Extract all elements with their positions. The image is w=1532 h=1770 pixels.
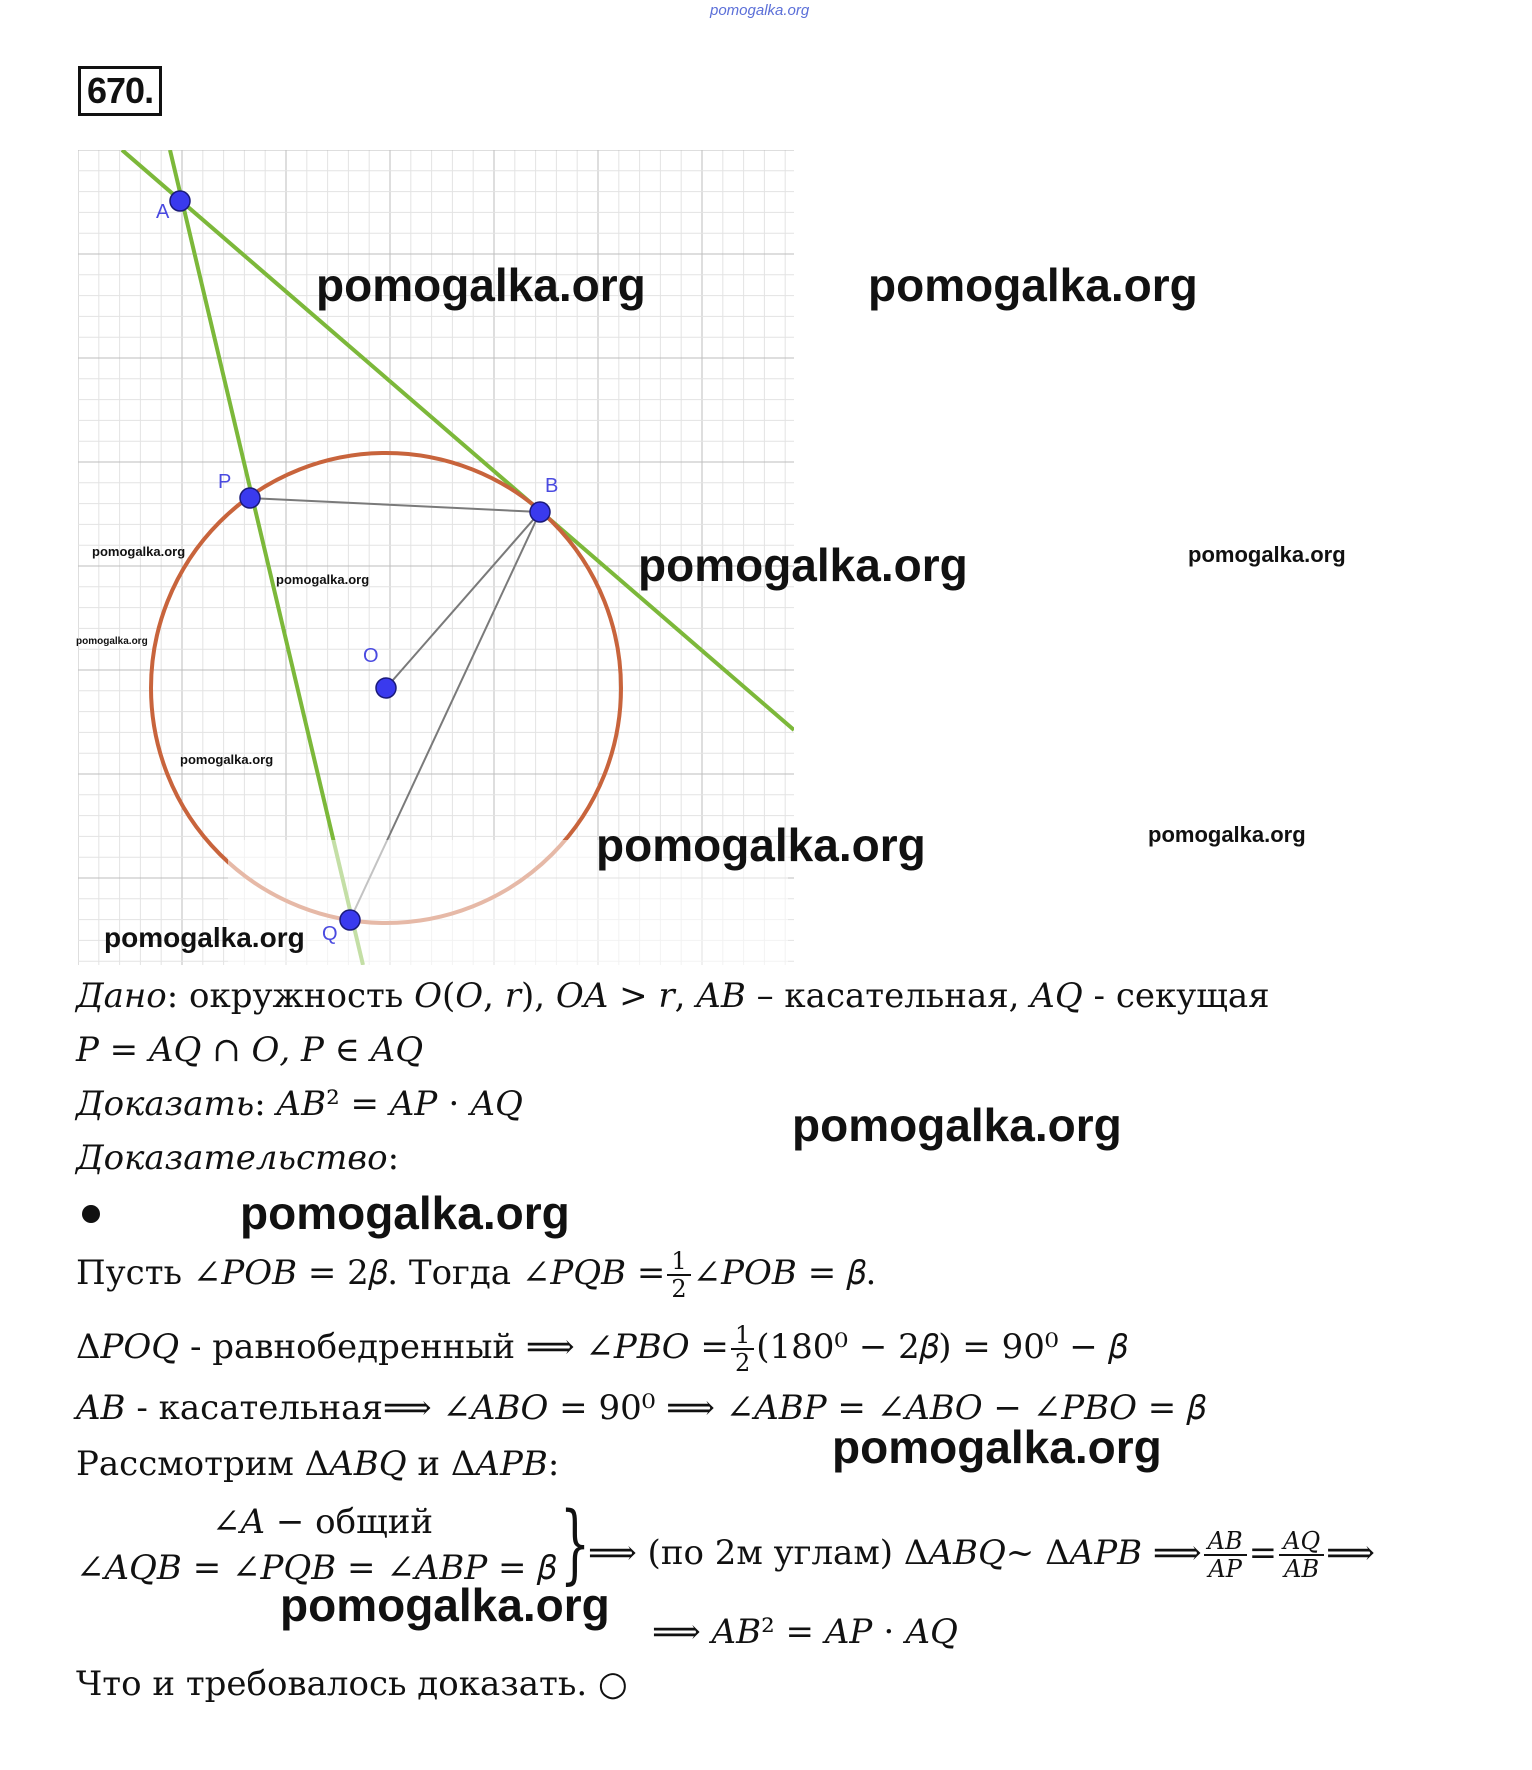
conclusion-formula: ⟹ 𝐴𝐵² = 𝐴𝑃 ⋅ 𝐴𝑄 [652,1612,958,1652]
proof-line-5-a: ⟹ (по 2м углам) Δ𝐴𝐵𝑄~ Δ𝐴𝑃𝐵 ⟹ [588,1533,1202,1573]
proof-line-1 [76,1248,876,1302]
equals-sign: = [1248,1533,1278,1573]
fraction-aq-ab [1279,1528,1324,1582]
fraction-num: 𝐴𝑄 [1279,1528,1324,1556]
proof-heading [76,1138,399,1178]
watermark-4: pomogalka.org [1188,542,1346,567]
proof-line-4: Рассмотрим Δ𝐴𝐵𝑄 и Δ𝐴𝑃𝐵: [76,1444,560,1484]
watermark-12: pomogalka.org [792,1099,1122,1151]
label-q: Q [322,923,338,945]
problem-number: 670. [78,66,162,116]
watermark-3: pomogalka.org [638,539,968,591]
system-line-1: ∠𝐴 − общий [212,1502,434,1542]
fraction-den: 2 [671,1275,687,1303]
label-a: A [156,201,170,223]
qed-line: Что и требовалось доказать. ○ [76,1664,628,1704]
label-b: B [545,475,559,497]
bullet-dot [82,1205,100,1223]
fraction-ab-ap [1204,1528,1247,1582]
prove-text: : 𝐴𝐵² = 𝐴𝑃 ⋅ 𝐴𝑄 [254,1084,523,1124]
proof-line-1-a: Пусть ∠𝑃𝑂𝐵 = 2𝛽. Тогда ∠𝑃𝑄𝐵 = [76,1253,666,1293]
proof-line-5 [588,1528,1375,1582]
chord-pb [250,498,540,512]
proof-line-2-a: Δ𝑃𝑂𝑄 - равнобедренный ⟹ ∠𝑃𝐵𝑂 = [76,1327,729,1367]
watermark-5: pomogalka.org [92,544,186,559]
proof-line-5-b: ⟹ [1326,1533,1375,1573]
tangent-line-ab [122,150,794,730]
watermark-10: pomogalka.org [1148,822,1306,847]
point-b [530,502,550,522]
watermark-8: pomogalka.org [180,752,274,767]
proof-line-2-b: (180⁰ − 2𝛽) = 90⁰ − 𝛽 [756,1327,1128,1367]
proof-colon: : [387,1138,400,1178]
given-text: : окружность 𝑂(𝑂, 𝑟), 𝑂𝐴 > 𝑟, 𝐴𝐵 – касательная, 𝐴𝑄 - секущая [166,976,1270,1016]
point-p [240,488,260,508]
fraction-num: 𝐴𝐵 [1204,1528,1247,1556]
fraction-num: 1 [731,1322,754,1350]
watermark-6: pomogalka.org [276,572,370,587]
system-brace: } [560,1494,591,1594]
point-a [170,191,190,211]
label-o: O [363,645,379,667]
fraction-den: 2 [734,1349,751,1377]
given-line [76,976,1270,1016]
intersection-line: 𝑃 = 𝐴𝑄 ∩ 𝑂, 𝑃 ∈ 𝐴𝑄 [76,1030,424,1070]
segment-ob [386,512,540,688]
prove-line [76,1084,523,1124]
proof-line-3: 𝐴𝐵 - касательная⟹ ∠𝐴𝐵𝑂 = 90⁰ ⟹ ∠𝐴𝐵𝑃 = ∠𝐴𝐵𝑂 − ∠𝑃𝐵𝑂 = 𝛽 [76,1388,1206,1428]
watermark-14: pomogalka.org [832,1421,1162,1473]
prove-label: Доказать [76,1084,255,1124]
system-line-2: ∠𝐴𝑄𝐵 = ∠𝑃𝑄𝐵 = ∠𝐴𝐵𝑃 = 𝛽 [76,1548,556,1588]
watermark-15: pomogalka.org [280,1579,610,1631]
watermark-7: pomogalka.org [76,636,148,647]
watermark-11: pomogalka.org [104,922,305,953]
watermark-13: pomogalka.org [240,1187,570,1239]
proof-line-2 [76,1322,1127,1376]
watermark-9: pomogalka.org [596,819,926,871]
proof-label: Доказательство [76,1138,388,1178]
fraction-half-2 [731,1322,754,1376]
label-p: P [218,471,232,493]
fraction-den: 𝐴𝐵 [1284,1555,1320,1583]
fraction-num: 1 [667,1248,690,1276]
fraction-half-1 [667,1248,690,1302]
header-site-link[interactable]: pomogalka.org [710,2,810,19]
point-q [340,910,360,930]
given-label: Дано [76,976,167,1016]
proof-line-1-b: ∠𝑃𝑂𝐵 = 𝛽. [692,1253,877,1293]
watermark-1: pomogalka.org [316,259,646,311]
fraction-den: 𝐴𝑃 [1208,1555,1242,1583]
watermark-2: pomogalka.org [868,259,1198,311]
point-o [376,678,396,698]
